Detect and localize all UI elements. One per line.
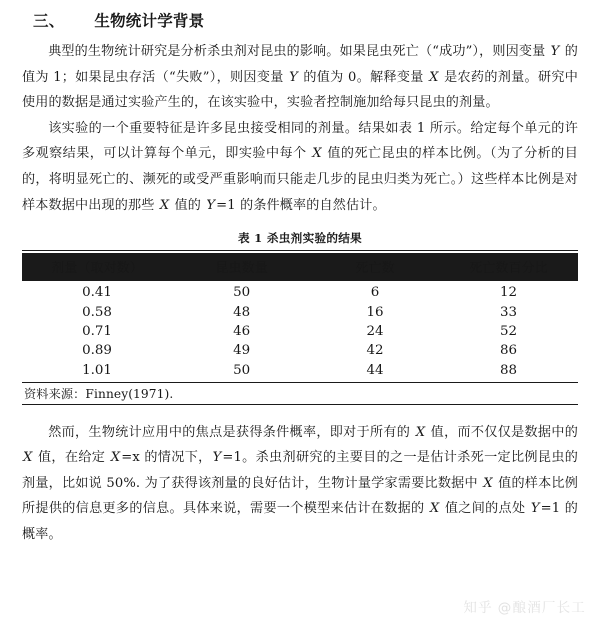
table-row	[22, 302, 578, 321]
column-header-death-count: 死亡数	[311, 254, 439, 281]
cell-dose: 0.71	[82, 323, 112, 339]
cell-dose: 1.01	[22, 360, 172, 382]
cell-insect-count: 48	[233, 304, 251, 320]
cell-death-percent: 88	[439, 360, 578, 382]
table-row	[22, 322, 578, 341]
paragraph: 该实验的一个重要特征是许多昆虫接受相同的剂量。结果如表 1 所示。给定每个单元的许多观察结果，可以计算每个单元，即实验中每个 X 值的死亡昆虫的样本比例。（为了分析的目的，将明显死亡的、濒死的或受严重影响而只能走几步的昆虫归类为死亡。）这些样本比例是对样本数据中出现的那些 X 值的 Y=1 的条件概率的自然估计。	[22, 120, 578, 213]
cell-death-count: 42	[366, 343, 384, 359]
cell-insect-count: 50	[172, 360, 311, 382]
cell-insect-count: 49	[233, 343, 251, 359]
cell-death-count: 16	[366, 304, 384, 320]
table-source-note: 资料来源：Finney(1971).	[22, 383, 578, 405]
results-table	[22, 253, 578, 383]
table-caption: 表 1 杀虫剂实验的结果	[237, 231, 363, 246]
cell-death-count: 24	[366, 323, 384, 339]
cell-death-percent: 86	[499, 343, 518, 359]
cell-death-percent: 52	[499, 323, 518, 339]
cell-dose: 0.41	[82, 285, 112, 301]
cell-death-count: 6	[370, 285, 380, 301]
column-header-insect-count: 昆虫数量	[172, 254, 311, 281]
watermark-handle: @酿酒厂长工	[497, 600, 586, 616]
cell-death-percent: 12	[499, 285, 518, 301]
column-header-dose: 剂量（取对数）	[22, 254, 172, 281]
section-number: 三、	[33, 11, 65, 30]
table-row	[22, 341, 578, 360]
document-page	[0, 9, 600, 624]
table-header-row	[22, 254, 578, 281]
watermark	[463, 596, 586, 616]
body-text-bottom	[0, 420, 600, 548]
cell-death-percent: 33	[499, 304, 518, 320]
body-text-top	[0, 39, 600, 218]
watermark-logo: 知乎	[463, 600, 493, 616]
cell-insect-count: 50	[233, 285, 251, 301]
cell-dose: 0.58	[82, 304, 112, 320]
table-row	[22, 360, 578, 382]
paragraph: 然而，生物统计应用中的焦点是获得条件概率，即对于所有的 X 值，而不仅仅是数据中的 X 值，在给定 X=x 的情况下，Y=1。杀虫剂研究的主要目的之一是估计杀死一定比例昆虫的剂量，比如说 50%. 为了获得该剂量的良好估计，生物计量学家需要比数据中 X 值的样本比例所提供的信息更多的信息。具体来说，需要一个模型来估计在数据的 X 值之间的点处 Y=1 的概率。	[22, 424, 579, 543]
results-table-block	[22, 230, 578, 405]
section-title: 生物统计学背景	[94, 11, 205, 30]
cell-death-count: 44	[311, 360, 439, 382]
paragraph: 典型的生物统计研究是分析杀虫剂对昆虫的影响。如果昆虫死亡（“成功”），则因变量 Y 的值为 1；如果昆虫存活（“失败”），则因变量 Y 的值为 0。解释变量 X 是农药的剂量。研究中使用的数据是通过实验产生的，在该实验中，实验者控制施加给每只昆虫的剂量。	[22, 44, 579, 111]
page-title	[0, 9, 600, 31]
cell-dose: 0.89	[82, 343, 112, 359]
table-row	[22, 281, 578, 303]
cell-insect-count: 46	[233, 323, 251, 339]
column-header-death-percent: 死亡数百分比	[439, 254, 578, 281]
